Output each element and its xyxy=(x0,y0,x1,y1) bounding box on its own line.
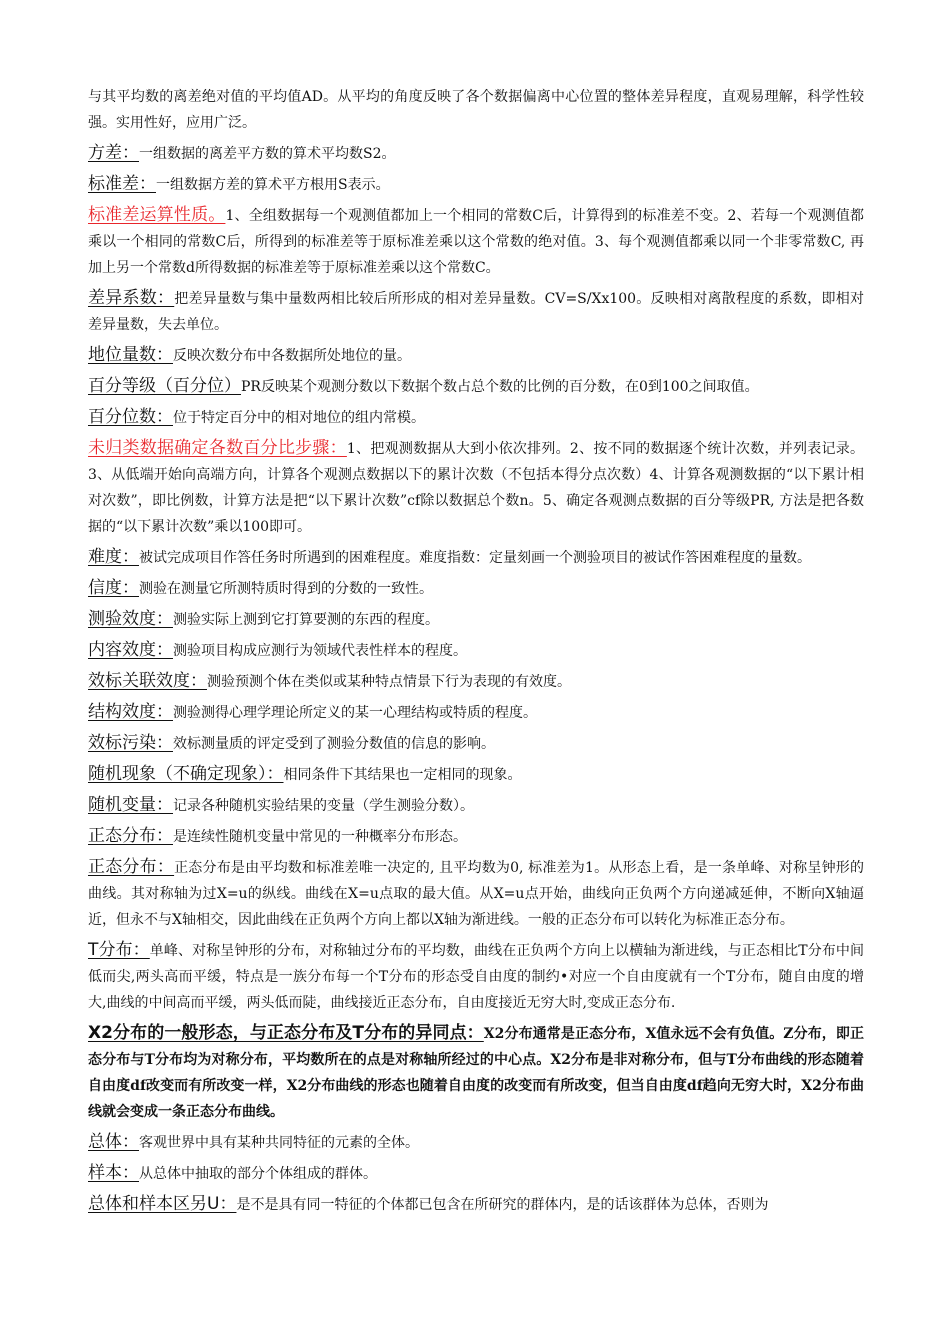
paragraph-sd-properties xyxy=(88,202,864,281)
paragraph-variance xyxy=(88,140,864,167)
term-label: 未归类数据确定各数百分比步骤： xyxy=(88,438,347,458)
paragraph-text: PR反映某个观测分数以下数据个数占总个数的比例的百分数，在0到100之间取值。 xyxy=(241,379,759,395)
term-label: 标准差： xyxy=(88,174,156,194)
paragraph-text: 一组数据的离差平方数的算术平均数S2。 xyxy=(139,146,396,162)
paragraph-text: 从总体中抽取的部分个体组成的群体。 xyxy=(139,1166,377,1182)
paragraph-chi-square-distribution xyxy=(88,1020,864,1125)
paragraph-text: 效标测量质的评定受到了测验分数值的信息的影响。 xyxy=(173,736,495,752)
paragraph-coefficient-variation xyxy=(88,285,864,338)
paragraph-content-validity xyxy=(88,637,864,664)
term-label: 难度： xyxy=(88,547,139,567)
paragraph-random-phenomenon xyxy=(88,761,864,788)
paragraph-population-sample-difference xyxy=(88,1191,864,1218)
paragraph-text: 被试完成项目作答任务时所遇到的困难程度。难度指数：定量刻画一个测验项目的被试作答困难程度的量数。 xyxy=(139,550,811,566)
term-label: X2分布的一般形态，与正态分布及T分布的异同点： xyxy=(88,1023,484,1043)
term-label: 差异系数： xyxy=(88,288,175,308)
paragraph-t-distribution xyxy=(88,937,864,1016)
paragraph-population xyxy=(88,1129,864,1156)
paragraph-text: 正态分布是由平均数和标准差唯一决定的, 且平均数为0, 标准差为1。从形态上看，是一条单峰、对称呈钟形的曲线。其对称轴为过X=u的纵线。曲线在X=u点取的最大值。从X=u点开始，曲线向正负两个方向递减延伸，不断向X轴逼近，但永不与X轴相交，因此曲线在正负两个方向上都以X轴为渐进线。一般的正态分布可以转化为标准正态分布。 xyxy=(88,860,864,928)
paragraph-construct-validity xyxy=(88,699,864,726)
paragraph-text: 测验实际上测到它打算要测的东西的程度。 xyxy=(173,612,439,628)
term-label: 正态分布： xyxy=(88,857,175,877)
term-label: 效标关联效度： xyxy=(88,671,207,691)
document-page xyxy=(88,84,864,1218)
paragraph-mean-deviation xyxy=(88,84,864,136)
paragraph-text: 一组数据方差的算术平方根用S表示。 xyxy=(156,177,390,193)
term-label: 效标污染： xyxy=(88,733,173,753)
paragraph-reliability xyxy=(88,575,864,602)
paragraph-text: X2分布通常是正态分布，X值永远不会有负值。Z分布，即正态分布与T分布均为对称分布，平均数所在的点是对称轴所经过的中心点。X2分布是非对称分布，但与T分布曲线的形态随着自由度df改变而有所改变一样，X2分布曲线的形态也随着自由度的改变而有所改变，但当自由度df趋向无穷大时，X2分布曲线就会变成一条正态分布曲线。 xyxy=(88,1026,865,1120)
paragraph-text: 1、把观测数据从大到小依次排列。2、按不同的数据逐个统计次数，并列表记录。3、从低端开始向高端方向，计算各个观测点数据以下的累计次数（不包括本得分点次数）4、计算各观测数据的“以下累计相对次数”，即比例数，计算方法是把“以下累计次数”cf除以数据总个数n。5、确定各观测点数据的百分等级PR, 方法是把各数据的“以下累计次数”乘以100即可。 xyxy=(88,441,865,535)
paragraph-sample xyxy=(88,1160,864,1187)
term-label: 样本： xyxy=(88,1163,139,1183)
paragraph-percentile xyxy=(88,404,864,431)
paragraph-text: 测验项目构成应测行为领域代表性样本的程度。 xyxy=(173,643,467,659)
term-label: 百分位数： xyxy=(88,407,173,427)
paragraph-normal-distribution xyxy=(88,823,864,850)
paragraph-percentile-rank xyxy=(88,373,864,400)
paragraph-criterion-validity xyxy=(88,668,864,695)
term-label: 测验效度： xyxy=(88,609,173,629)
term-label: 随机现象（不确定现象）： xyxy=(88,764,284,784)
paragraph-text: 测验测得心理学理论所定义的某一心理结构或特质的程度。 xyxy=(173,705,537,721)
term-label: 内容效度： xyxy=(88,640,173,660)
term-label: 随机变量： xyxy=(88,795,173,815)
paragraph-text: 单峰、对称呈钟形的分布，对称轴过分布的平均数，曲线在正负两个方向上以横轴为渐进线，与正态相比T分布中间低而尖,两头高而平缓，特点是一族分布每一个T分布的形态受自由度的制约•对应一个自由度就有一个T分布，随自由度的增大,曲线的中间高而平缓，两头低而陡，曲线接近正态分布，自由度接近无穷大时,变成正态分布. xyxy=(88,943,864,1011)
term-label: 总体： xyxy=(88,1132,139,1152)
paragraph-criterion-contamination xyxy=(88,730,864,757)
term-label: 方差： xyxy=(88,143,139,163)
term-label: 结构效度： xyxy=(88,702,173,722)
term-label: T分布： xyxy=(88,940,150,960)
term-label: 地位量数： xyxy=(88,345,173,365)
paragraph-text: 记录各种随机实验结果的变量（学生测验分数）。 xyxy=(173,798,474,814)
paragraph-test-validity xyxy=(88,606,864,633)
paragraph-text: 是连续性随机变量中常见的一种概率分布形态。 xyxy=(173,829,467,845)
paragraph-text: 测验在测量它所测特质时得到的分数的一致性。 xyxy=(139,581,433,597)
paragraph-text: 是不是具有同一特征的个体都已包含在所研究的群体内，是的话该群体为总体，否则为 xyxy=(236,1197,769,1213)
paragraph-ungrouped-steps xyxy=(88,435,864,540)
paragraph-text: 1、全组数据每一个观测值都加上一个相同的常数C后，计算得到的标准差不变。2、若每一个观测值都乘以一个相同的常数C后，所得到的标准差等于原标准差乘以这个常数的绝对值。3、每个观测值都乘以同一个非零常数C, 再加上另一个常数d所得数据的标准差等于原标准差乘以这个常数C。 xyxy=(88,208,865,276)
paragraph-standard-deviation xyxy=(88,171,864,198)
term-label: 百分等级（百分位） xyxy=(88,376,241,396)
paragraph-difficulty xyxy=(88,544,864,571)
paragraph-position-measure xyxy=(88,342,864,369)
paragraph-text: 反映次数分布中各数据所处地位的量。 xyxy=(173,348,411,364)
term-label: 正态分布： xyxy=(88,826,173,846)
paragraph-text: 客观世界中具有某种共同特征的元素的全体。 xyxy=(139,1135,419,1151)
term-label: 标准差运算性质。 xyxy=(88,205,226,225)
paragraph-random-variable xyxy=(88,792,864,819)
term-label: 总体和样本区另U： xyxy=(88,1194,237,1214)
paragraph-text: 测验预测个体在类似或某种特点情景下行为表现的有效度。 xyxy=(207,674,571,690)
paragraph-text: 相同条件下其结果也一定相同的现象。 xyxy=(283,767,522,783)
paragraph-text: 与其平均数的离差绝对值的平均值AD。从平均的角度反映了各个数据偏离中心位置的整体差异程度，直观易理解，科学性较强。实用性好，应用广泛。 xyxy=(88,89,864,131)
paragraph-text: 把差异量数与集中量数两相比较后所形成的相对差异量数。CV=S/Xx100。反映相对离散程度的系数，即相对差异量数，失去单位。 xyxy=(88,291,864,333)
paragraph-text: 位于特定百分中的相对地位的组内常模。 xyxy=(173,410,425,426)
term-label: 信度： xyxy=(88,578,139,598)
paragraph-normal-distribution-detail xyxy=(88,854,864,933)
